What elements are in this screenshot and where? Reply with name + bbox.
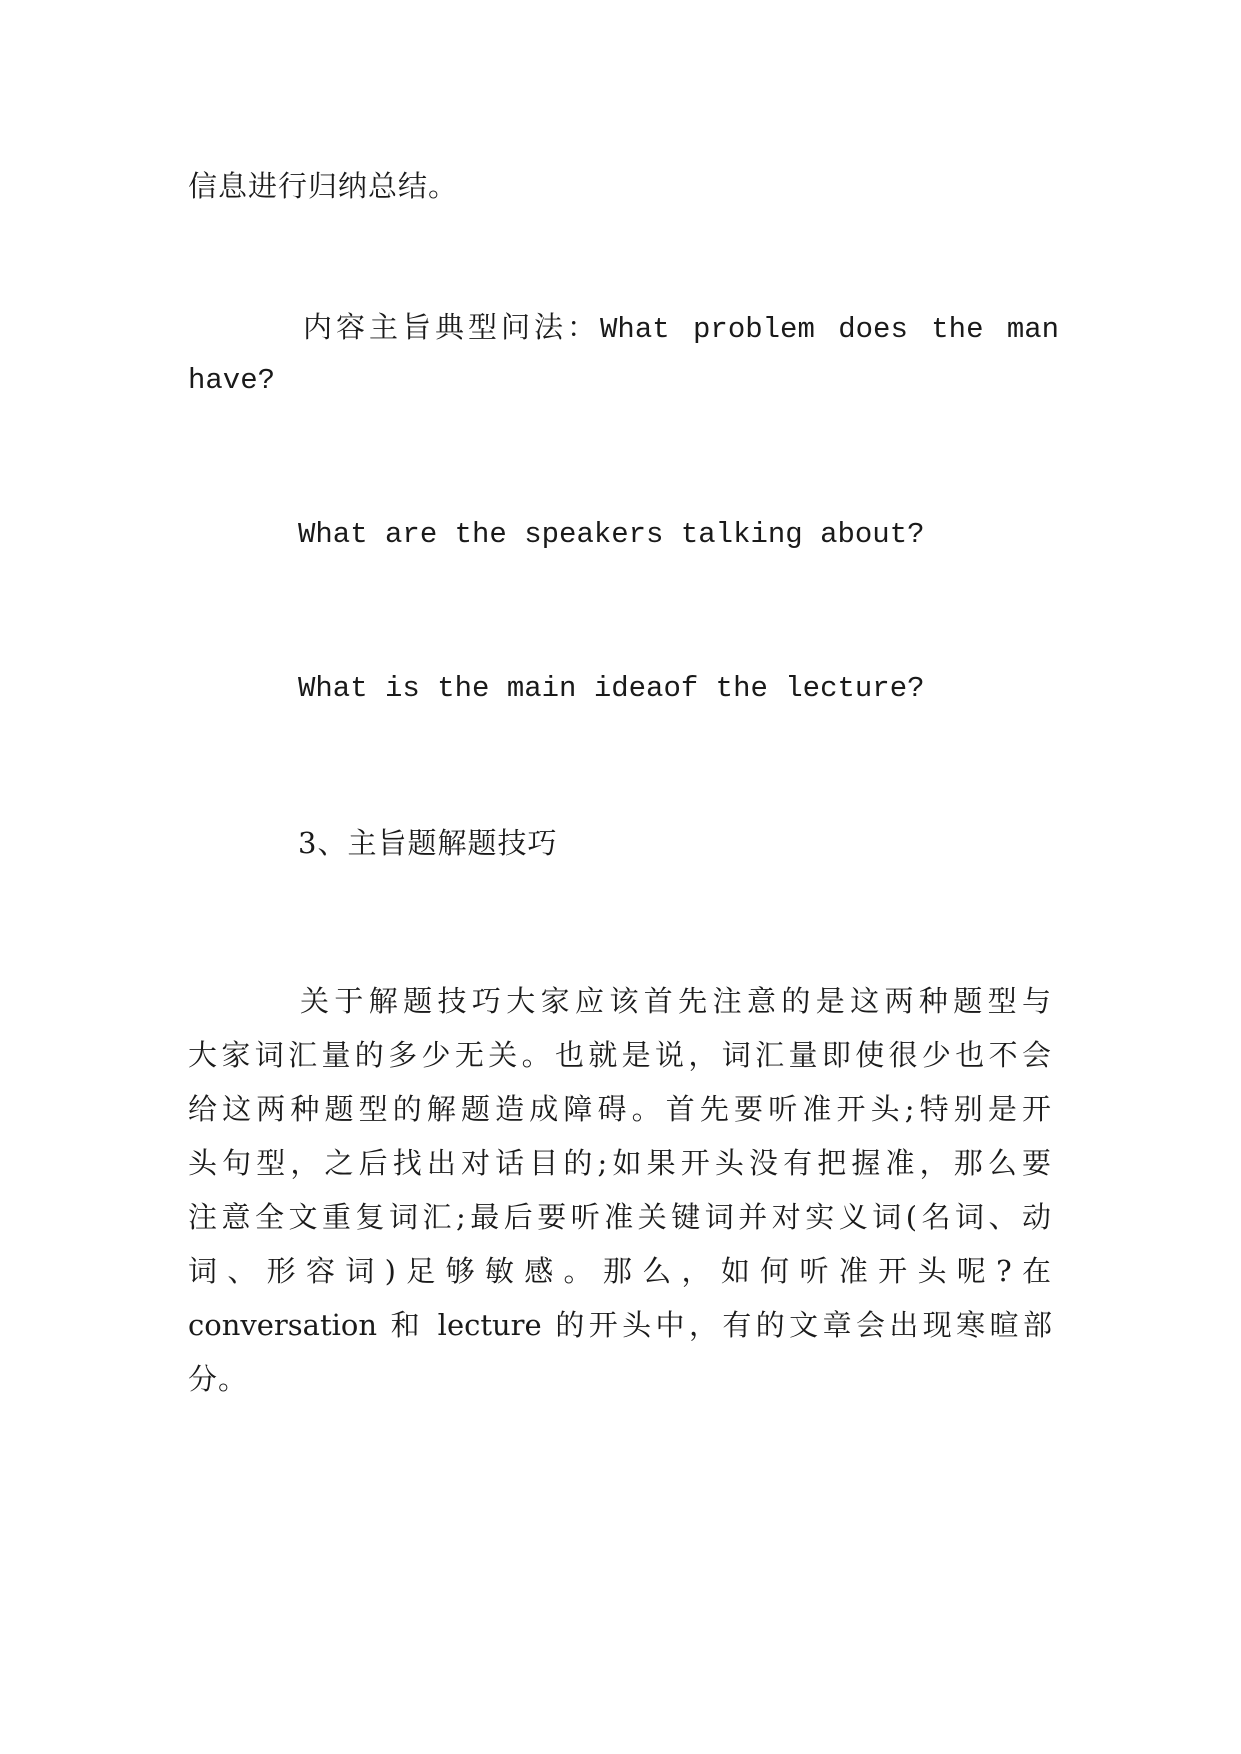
paragraph-line: 词、形容词)足够敏感。那么，如何听准开头呢?在	[188, 1254, 1052, 1288]
question-types-line	[303, 298, 1060, 359]
question-example-2: What are the speakers talking about?	[298, 518, 925, 551]
question-types-label: 内容主旨典型问法：	[303, 310, 601, 344]
paragraph-line: 大家词汇量的多少无关。也就是说，词汇量即使很少也不会	[188, 1038, 1052, 1072]
question-example-3: What is the main ideaof the lecture?	[298, 672, 925, 705]
paragraph-line: conversation 和 lecture 的开头中，有的文章会出现寒暄部	[188, 1308, 1052, 1342]
paragraph-line: 分。	[188, 1362, 249, 1396]
paragraph-line: 信息进行归纳总结。	[188, 169, 459, 203]
paragraph-line: 给这两种题型的解题造成障碍。首先要听准开头;特别是开	[188, 1092, 1052, 1126]
question-example-1b: have?	[188, 364, 276, 397]
question-example-1a: What problem does the man	[600, 313, 1060, 346]
paragraph-line: 注意全文重复词汇;最后要听准关键词并对实义词(名词、动	[188, 1200, 1052, 1234]
paragraph-line: 关于解题技巧大家应该首先注意的是这两种题型与	[300, 984, 1052, 1018]
section-heading: 3、主旨题解题技巧	[298, 826, 558, 860]
paragraph-line: 头句型，之后找出对话目的;如果开头没有把握准，那么要	[188, 1146, 1052, 1180]
